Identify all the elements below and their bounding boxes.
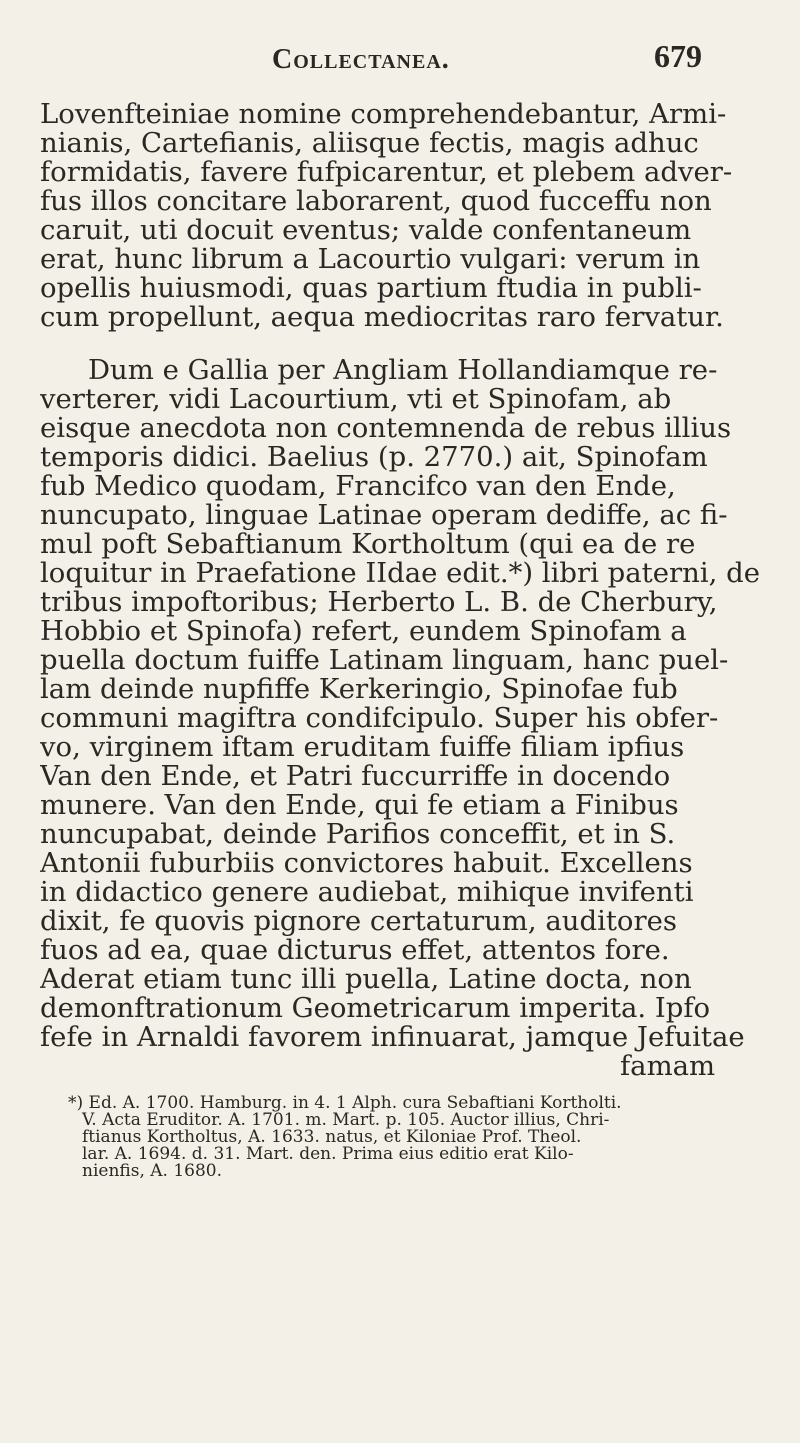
footnote-line: lar. A. 1694. d. 31. Mart. den. Prima eius editio erat Kilo- xyxy=(82,1146,574,1163)
text-line: Hobbio et Spinofa) refert, eundem Spinofam a xyxy=(40,617,687,646)
text-line: puella doctum fuiffe Latinam linguam, hanc puel- xyxy=(40,646,729,675)
text-line: cum propellunt, aequa mediocritas raro fervatur. xyxy=(40,303,724,332)
text-line: vo, virginem iftam eruditam fuiffe filiam ipfius xyxy=(40,733,685,762)
text-line: munere. Van den Ende, qui fe etiam a Finibus xyxy=(40,791,679,820)
text-line: opellis huiusmodi, quas partium ftudia in publi- xyxy=(40,274,702,303)
footnote-line: nienfis, A. 1680. xyxy=(82,1163,223,1180)
footnote-line: V. Acta Eruditor. A. 1701. m. Mart. p. 105. Auctor illius, Chri- xyxy=(82,1112,610,1129)
text-line: Aderat etiam tunc illi puella, Latine docta, non xyxy=(40,965,692,994)
text-line: temporis didici. Baelius (p. 2770.) ait, Spinofam xyxy=(40,443,708,472)
text-line: nianis, Cartefianis, aliisque fectis, magis adhuc xyxy=(40,129,699,158)
footnote-line: ftianus Kortholtus, A. 1633. natus, et Kiloniae Prof. Theol. xyxy=(82,1129,582,1146)
text-line: lam deinde nupfiffe Kerkeringio, Spinofae fub xyxy=(40,675,678,704)
text-line: nuncupabat, deinde Parifios conceffit, et in S. xyxy=(40,820,676,849)
text-line: Van den Ende, et Patri fuccurriffe in docendo xyxy=(40,762,671,791)
text-line: fus illos concitare laborarent, quod fucceffu non xyxy=(40,187,712,216)
text-line: dixit, fe quovis pignore certaturum, auditores xyxy=(40,907,678,936)
text-line: nuncupato, linguae Latinae operam dediffe, ac fi- xyxy=(40,501,728,530)
text-line: caruit, uti docuit eventus; valde confentaneum xyxy=(40,216,692,245)
text-line: in didactico genere audiebat, mihique invifenti xyxy=(40,878,694,907)
footnote-line: *) Ed. A. 1700. Hamburg. in 4. 1 Alph. cura Sebaftiani Kortholti. xyxy=(68,1095,622,1112)
text-line: tribus impoftoribus; Herberto L. B. de Cherbury, xyxy=(40,588,718,617)
text-line: mul poft Sebaftianum Kortholtum (qui ea de re xyxy=(40,530,696,559)
text-line: fub Medico quodam, Francifco van den Ende, xyxy=(40,472,676,501)
footnote xyxy=(40,1095,765,1180)
text-line: erat, hunc librum a Lacourtio vulgari: verum in xyxy=(40,245,701,274)
paragraph-2 xyxy=(40,356,765,1081)
paragraph-1 xyxy=(40,100,765,332)
body-text xyxy=(40,100,765,1180)
text-line: formidatis, favere fufpicarentur, et plebem adver- xyxy=(40,158,733,187)
page-header xyxy=(0,38,800,84)
page-number: 679 xyxy=(654,38,702,74)
text-line: demonftrationum Geometricarum imperita. Ipfo xyxy=(40,994,711,1023)
text-line: eisque anecdota non contemnenda de rebus illius xyxy=(40,414,732,443)
text-line: Dum e Gallia per Angliam Hollandiamque re- xyxy=(88,356,718,385)
text-line: loquitur in Praefatione IIdae edit.*) libri paterni, de xyxy=(40,559,761,588)
text-line: communi magiftra condifcipulo. Super his obfer- xyxy=(40,704,719,733)
text-line: fuos ad ea, quae dicturus effet, attentos fore. xyxy=(40,936,670,965)
text-line: fefe in Arnaldi favorem infinuarat, jamque Jefuitae xyxy=(40,1023,745,1052)
text-line: famam xyxy=(620,1052,716,1081)
text-line: Antonii fuburbiis convictores habuit. Excellens xyxy=(40,849,693,878)
running-head: Collectanea. xyxy=(272,44,450,75)
text-line: Lovenfteiniae nomine comprehendebantur, Armi- xyxy=(40,100,727,129)
text-line: verterer, vidi Lacourtium, vti et Spinofam, ab xyxy=(40,385,672,414)
